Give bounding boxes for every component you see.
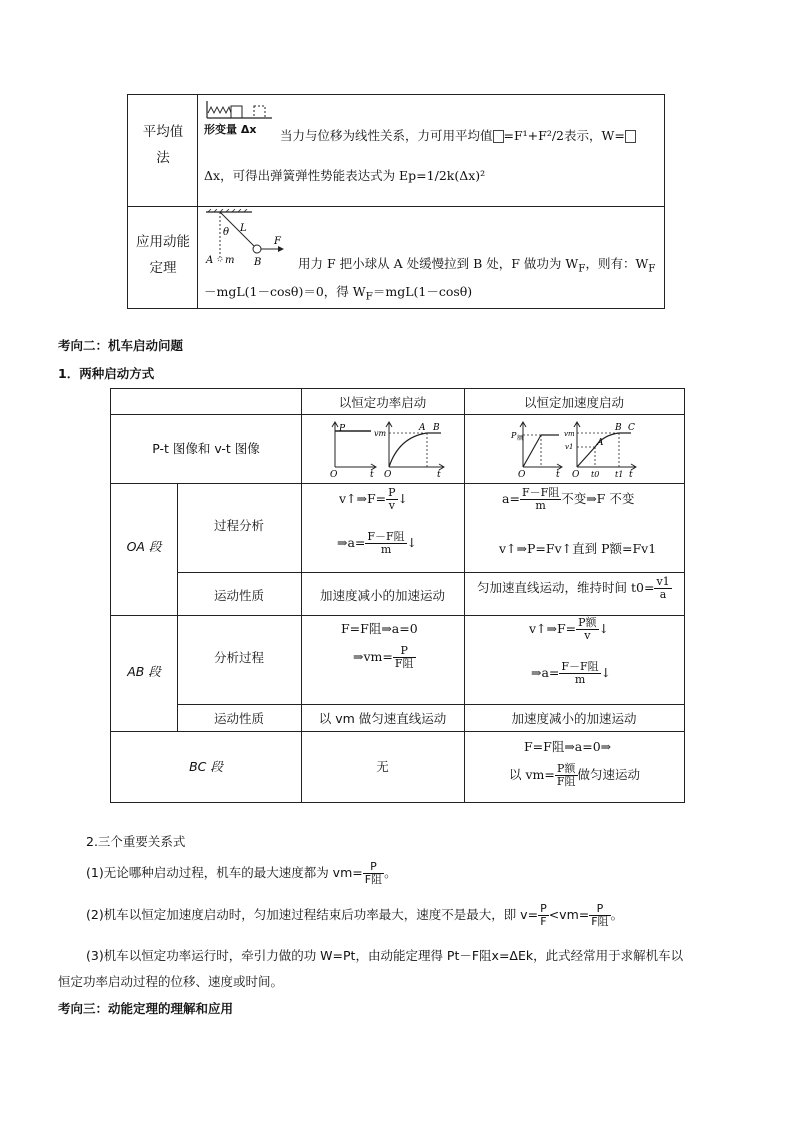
section2-title: 考向二：机车启动问题	[58, 338, 184, 353]
bc-left: 无	[376, 759, 389, 774]
method-table: 平均值法 形变量 Δx 当力与位移为线性关系，力可用平均值 =F¹+F²/2表示，W= Δx，可得出弹簧弹性势能表达式为 Ep=1/2k(Δx)² 应用动能定理 θ L F A m B 用力 F 把小球从 A 处缓慢拉到 B 处，F 做功为 $W_F$，则有：$W_F$ －mgL(1－cosθ)＝0，得 $W_F=mgL(1-\cos\theta)$	[127, 94, 665, 309]
svg-text:A: A	[597, 438, 604, 448]
relation-3-line2: 恒定功率启动过程的位移、速度或时间。	[58, 974, 284, 989]
svg-text:P: P	[339, 424, 346, 434]
oa-right-formula-2: v↑⇒P=Fv↑直到 P额=Fv1	[499, 541, 657, 556]
relation-1: (1)无论哪种启动过程，机车的最大速度都为 vm= $\frac{P}{\text{F阻}}$ 。	[86, 860, 397, 886]
item1-title: 1．两种启动方式	[58, 366, 155, 381]
svg-text:t: t	[370, 470, 374, 479]
oa-motion-right: 匀加速直线运动，维持时间 t0= $\frac{v1}{a}$	[477, 575, 670, 601]
blank-box	[493, 130, 504, 143]
ab-motion-left: 以 vm 做匀速直线运动	[318, 711, 447, 726]
oa-motion-label: 运动性质	[213, 588, 264, 603]
svg-text:额: 额	[517, 435, 524, 442]
constant-accel-graphs	[511, 419, 641, 479]
theta-label: θ	[223, 227, 230, 238]
svg-text:v1: v1	[565, 443, 574, 451]
header-constant-accel: 以恒定加速度启动	[523, 395, 624, 410]
pendulum-figure	[204, 209, 294, 269]
ab-right-formula-1: v↑⇒F= $\frac{\text{P额}}{v}$ ↓	[529, 616, 610, 642]
oa-motion-left: 加速度减小的加速运动	[319, 588, 445, 603]
relation-3-line1: (3)机车以恒定功率运行时，牵引力做的功 W=Pt，由动能定理得 Pt－F阻x=ΔEk，此式经常用于求解机车以	[86, 948, 684, 963]
svg-text:A: A	[419, 423, 426, 433]
svg-text:t: t	[556, 470, 560, 479]
header-constant-power: 以恒定功率启动	[338, 395, 427, 410]
startup-table	[110, 388, 685, 803]
item2-title: 2.三个重要关系式	[86, 834, 186, 849]
svg-text:O: O	[330, 470, 338, 479]
svg-text:C: C	[628, 423, 635, 433]
svg-text:B: B	[433, 423, 440, 433]
svg-text:t1: t1	[615, 470, 624, 479]
oa-process-label: 过程分析	[213, 518, 264, 533]
F-label: F	[274, 236, 281, 247]
L-label: L	[240, 223, 247, 234]
theorem-text-1: 用力 F 把小球从 A 处缓慢拉到 B 处，F 做功为 W	[298, 256, 579, 271]
ab-label: AB 段	[127, 664, 161, 679]
blank-box-2	[625, 130, 636, 143]
svg-text:t: t	[437, 470, 441, 479]
svg-text:O: O	[572, 470, 580, 479]
section3-title: 考向三：动能定理的理解和应用	[58, 1001, 234, 1016]
svg-text:B: B	[615, 423, 622, 433]
ab-right-formula-2: ⇒a= $\frac{\text{F－F阻}}{m}$ ↓	[531, 660, 612, 686]
oa-label: OA 段	[126, 539, 162, 554]
svg-text:t: t	[629, 470, 633, 479]
bc-right-1: F=F阻⇒a=0⇒	[524, 739, 612, 754]
average-text-1: 当力与位移为线性关系，力可用平均值	[280, 128, 493, 143]
B-label: B	[254, 257, 262, 268]
ab-left-formula-1: F=F阻⇒a=0	[341, 621, 418, 636]
row-label-average: 平均值法	[142, 124, 184, 166]
relation-2: (2)机车以恒定加速度启动时，匀加速过程结束后功率最大，速度不是最大，即 v= $\frac{P}{F}$ <vm= $\frac{P}{\text{F阻}}$ 。	[86, 902, 624, 928]
average-text-2: Δx，可得出弹簧弹性势能表达式为 Ep=1/2k(Δx)²	[204, 168, 486, 183]
oa-right-formula-1: a= $\frac{\text{F－F阻}}{m}$ 不变⇒F 不变	[502, 486, 635, 512]
svg-text:vm: vm	[374, 429, 387, 438]
theorem-text-2: －mgL(1－cosθ)＝0，得 W	[204, 284, 366, 299]
ab-motion-right: 加速度减小的加速运动	[511, 711, 637, 726]
svg-text:P: P	[511, 431, 517, 440]
ab-left-formula-2: ⇒vm= $\frac{P}{\text{F阻}}$	[353, 644, 414, 670]
svg-text:vm: vm	[564, 430, 575, 438]
average-formula: =F¹+F²/2	[503, 128, 564, 143]
bc-right-2: 以 vm= $\frac{\text{P额}}{\text{F阻}}$ 做匀速运动	[509, 762, 641, 788]
graph-row-label: P-t 图像和 v-t 图像	[152, 441, 260, 456]
oa-left-formula-2: ⇒a= $\frac{\text{F－F阻}}{m}$ ↓	[337, 530, 418, 556]
bc-label: BC 段	[189, 759, 223, 774]
svg-text:t0: t0	[591, 470, 600, 479]
spring-figure	[204, 99, 274, 119]
A-label: A	[206, 255, 214, 266]
m-label: m	[225, 255, 235, 266]
svg-text:O: O	[518, 470, 526, 479]
constant-power-graphs	[327, 419, 449, 479]
ab-process-label: 分析过程	[213, 650, 264, 665]
row-label-theorem: 应用动能定理	[136, 234, 190, 276]
figure-caption: 形变量 Δx	[204, 123, 257, 136]
oa-left-formula-1: v↑⇒F= $\frac{P}{v}$ ↓	[339, 486, 409, 512]
ab-motion-label: 运动性质	[213, 711, 264, 726]
svg-text:O: O	[384, 470, 392, 479]
average-text-tail: 表示，W=	[564, 128, 625, 143]
